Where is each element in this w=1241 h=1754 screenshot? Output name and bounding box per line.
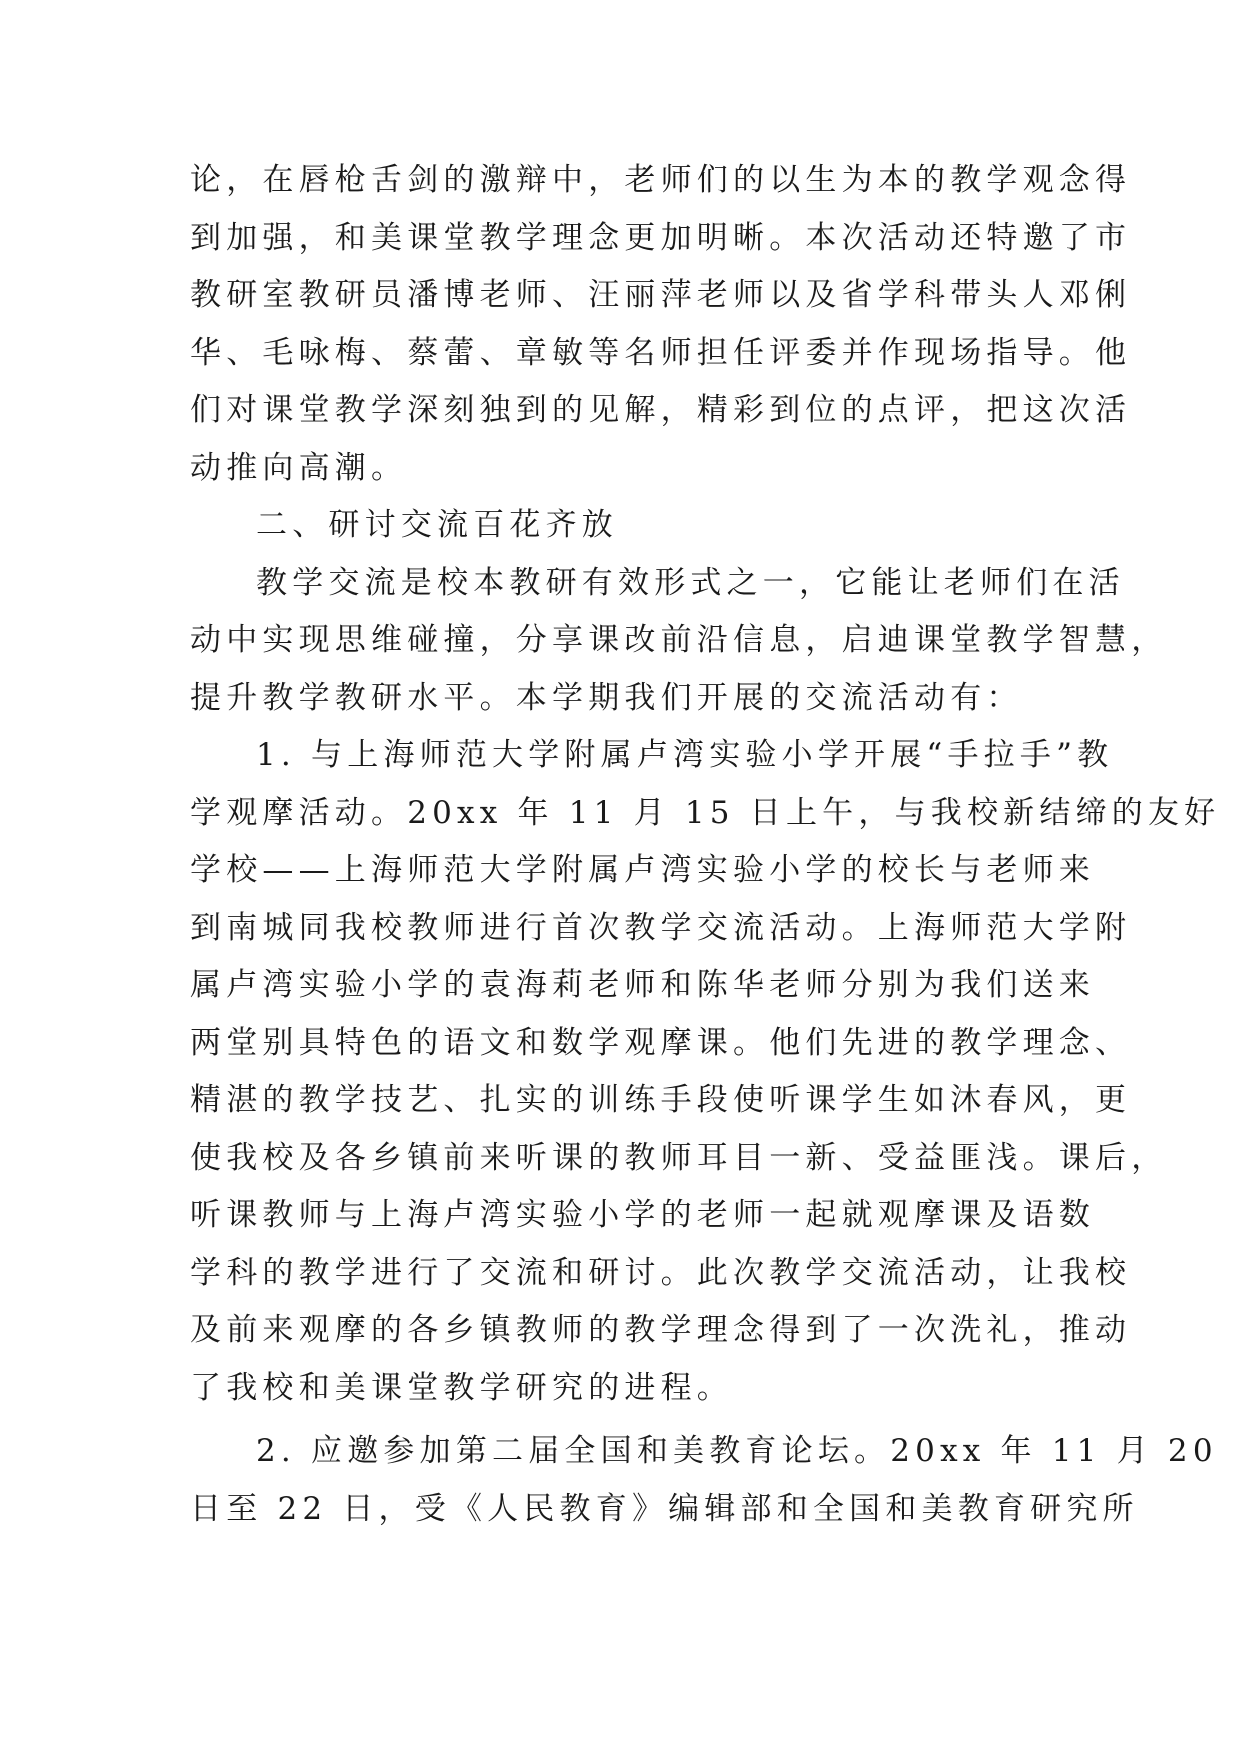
text-line: 使我校及各乡镇前来听课的教师耳目一新、受益匪浅。课后， — [190, 1139, 1168, 1176]
text-line: 两堂别具特色的语文和数学观摩课。他们先进的教学理念、 — [190, 1024, 1132, 1061]
text-line: 日至 22 日，受《人民教育》编辑部和全国和美教育研究所 — [190, 1490, 1139, 1527]
text-line: 们对课堂教学深刻独到的见解，精彩到位的点评，把这次活 — [190, 392, 1132, 428]
list-item-1-start: 1. 与上海师范大学附属卢湾实验小学开展“手拉手”教 — [256, 737, 1114, 773]
text-line: 及前来观摩的各乡镇教师的教学理念得到了一次洗礼，推动 — [190, 1312, 1132, 1348]
text-line: 到南城同我校教师进行首次教学交流活动。上海师范大学附 — [190, 909, 1132, 946]
paragraph-start: 教学交流是校本教研有效形式之一，它能让老师们在活 — [256, 564, 1125, 601]
section-heading: 二、研讨交流百花齐放 — [256, 507, 618, 543]
text-line: 动推向高潮。 — [190, 449, 408, 486]
text-line: 到加强，和美课堂教学理念更加明晰。本次活动还特邀了市 — [190, 219, 1132, 256]
body-text — [190, 152, 1221, 1538]
text-line: 华、毛咏梅、蔡蕾、章敏等名师担任评委并作现场指导。他 — [190, 334, 1132, 371]
text-line: 学校——上海师范大学附属卢湾实验小学的校长与老师来 — [190, 852, 1095, 888]
text-line: 动中实现思维碰撞，分享课改前沿信息，启迪课堂教学智慧， — [190, 622, 1168, 658]
text-line: 了我校和美课堂教学研究的进程。 — [190, 1369, 733, 1406]
list-item-2-start: 2. 应邀参加第二届全国和美教育论坛。20xx 年 11 月 20 — [256, 1433, 1218, 1469]
text-line: 教研室教研员潘博老师、汪丽萍老师以及省学科带头人邓俐 — [190, 277, 1132, 313]
text-line: 属卢湾实验小学的袁海莉老师和陈华老师分别为我们送来 — [190, 967, 1095, 1003]
text-line: 听课教师与上海卢湾实验小学的老师一起就观摩课及语数 — [190, 1197, 1095, 1233]
text-line: 论，在唇枪舌剑的激辩中，老师们的以生为本的教学观念得 — [190, 162, 1132, 198]
text-line: 学科的教学进行了交流和研讨。此次教学交流活动，让我校 — [190, 1254, 1132, 1291]
text-line: 精湛的教学技艺、扎实的训练手段使听课学生如沐春风，更 — [190, 1082, 1132, 1118]
text-line: 提升教学教研水平。本学期我们开展的交流活动有： — [190, 679, 1023, 716]
text-line: 学观摩活动。20xx 年 11 月 15 日上午，与我校新结缔的友好 — [190, 794, 1221, 831]
